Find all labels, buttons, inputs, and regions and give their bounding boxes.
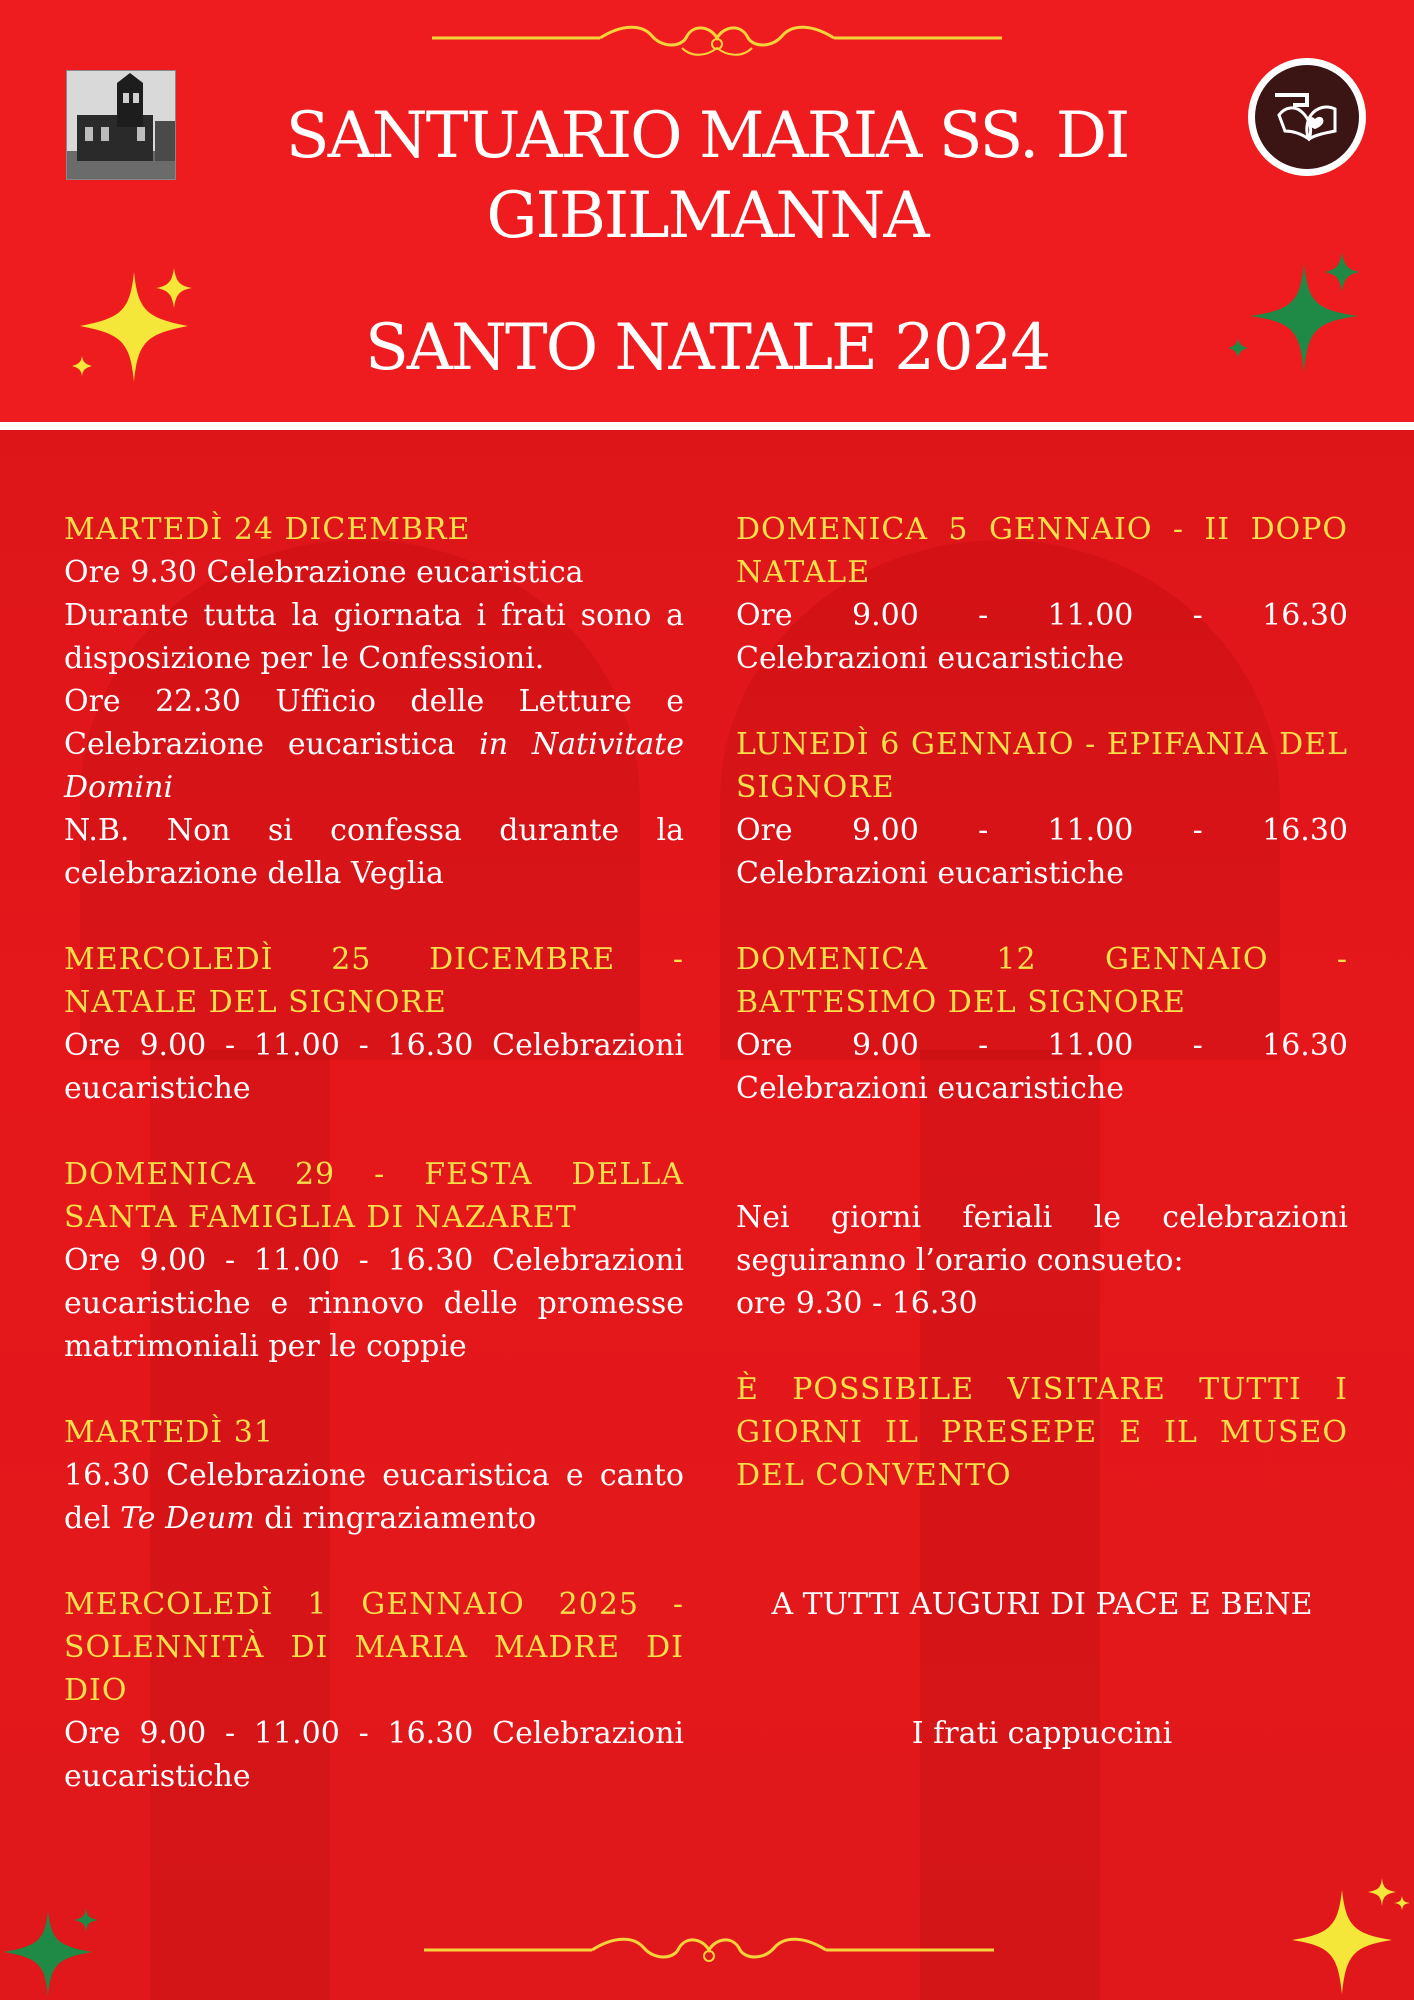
event-line: Celebrazioni eucaristiche: [736, 641, 1125, 676]
event-heading: MARTEDÌ 31: [64, 1415, 274, 1450]
event-line: [64, 1454, 684, 1540]
event-line: Ore 9.00 - 11.00 - 16.30 Celebrazioni eucaristiche: [64, 1716, 684, 1794]
event-line-text: di ringraziamento: [264, 1501, 537, 1536]
event-line-text: Ore 22.30 Ufficio delle Letture e Celebrazione eucaristica: [64, 684, 684, 762]
event-block: [736, 508, 1348, 680]
yellow-sparkle-star-icon: [1290, 1876, 1414, 2000]
bottom-ornament-icon: [424, 1932, 994, 1972]
event-block: [64, 508, 684, 895]
event-block: [64, 1583, 684, 1798]
left-column: [64, 508, 684, 1841]
event-block: [64, 1411, 684, 1540]
event-block: [64, 938, 684, 1110]
event-line: Ore 9.00 - 11.00 - 16.30: [736, 1028, 1348, 1063]
event-heading: MARTEDÌ 24 DICEMBRE: [64, 512, 471, 547]
yellow-sparkle-star-icon: [68, 262, 198, 392]
header-divider: [0, 422, 1414, 430]
event-line: Durante tutta la giornata i frati sono a disposizione per le Confessioni.: [64, 598, 684, 676]
event-line-italic: in Nativitate Domini: [64, 727, 684, 805]
event-heading: LUNEDÌ 6 GENNAIO - EPIFANIA DEL SIGNORE: [736, 727, 1348, 805]
green-sparkle-star-icon: [1224, 248, 1374, 378]
event-line: Ore 9.00 - 11.00 - 16.30 Celebrazioni eucaristiche: [64, 1028, 684, 1106]
event-line-text: 16.30 Celebrazione eucaristica e canto del: [64, 1458, 684, 1536]
event-line-italic: Te Deum: [120, 1501, 255, 1536]
signature: I frati cappuccini: [911, 1716, 1173, 1751]
event-line: Ore 9.00 - 11.00 - 16.30: [736, 813, 1348, 848]
event-line: Ore 9.30 Celebrazione eucaristica: [64, 555, 584, 590]
event-heading: MERCOLEDÌ 25 DICEMBRE - NATALE DEL SIGNORE: [64, 942, 684, 1020]
weekday-notice: [736, 1196, 1348, 1325]
event-line: N.B. Non si confessa durante la celebrazione della Veglia: [64, 813, 684, 891]
event-line: Celebrazioni eucaristiche: [736, 1071, 1125, 1106]
weekday-hours: ore 9.30 - 16.30: [736, 1286, 978, 1321]
top-ornament-icon: [432, 22, 1002, 62]
green-sparkle-star-icon: [0, 1900, 110, 2000]
page-title: [200, 96, 1214, 256]
event-line: Ore 9.00 - 11.00 - 16.30 Celebrazioni eucaristiche e rinnovo delle promesse matrimoniali per le coppie: [64, 1243, 684, 1364]
event-block: [64, 1153, 684, 1368]
event-heading: MERCOLEDÌ 1 GENNAIO 2025 - SOLENNITÀ DI MARIA MADRE DI DIO: [64, 1587, 684, 1708]
event-line: Celebrazioni eucaristiche: [736, 856, 1125, 891]
page-subtitle: SANTO NATALE 2024: [364, 311, 1050, 385]
hands-heart-logo-icon: [1248, 58, 1366, 176]
title-line-2: GIBILMANNA: [486, 179, 928, 253]
visit-notice: È POSSIBILE VISITARE TUTTI I GIORNI IL PRESEPE E IL MUSEO DEL CONVENTO: [736, 1372, 1348, 1493]
weekday-text: Nei giorni feriali le celebrazioni seguiranno l’orario consueto:: [736, 1200, 1348, 1278]
event-line: [64, 680, 684, 809]
event-heading: DOMENICA 29 - FESTA DELLA SANTA FAMIGLIA DI NAZARET: [64, 1157, 684, 1235]
sanctuary-building-logo-icon: [66, 70, 176, 180]
greeting: A TUTTI AUGURI DI PACE E BENE: [771, 1587, 1313, 1622]
right-column: [736, 508, 1348, 1755]
event-block: [736, 938, 1348, 1110]
title-line-1: SANTUARIO MARIA SS. DI: [285, 99, 1129, 173]
event-heading: DOMENICA 12 GENNAIO - BATTESIMO DEL SIGNORE: [736, 942, 1348, 1020]
event-line: Ore 9.00 - 11.00 - 16.30: [736, 598, 1348, 633]
event-block: [736, 723, 1348, 895]
event-heading: DOMENICA 5 GENNAIO - II DOPO NATALE: [736, 512, 1348, 590]
